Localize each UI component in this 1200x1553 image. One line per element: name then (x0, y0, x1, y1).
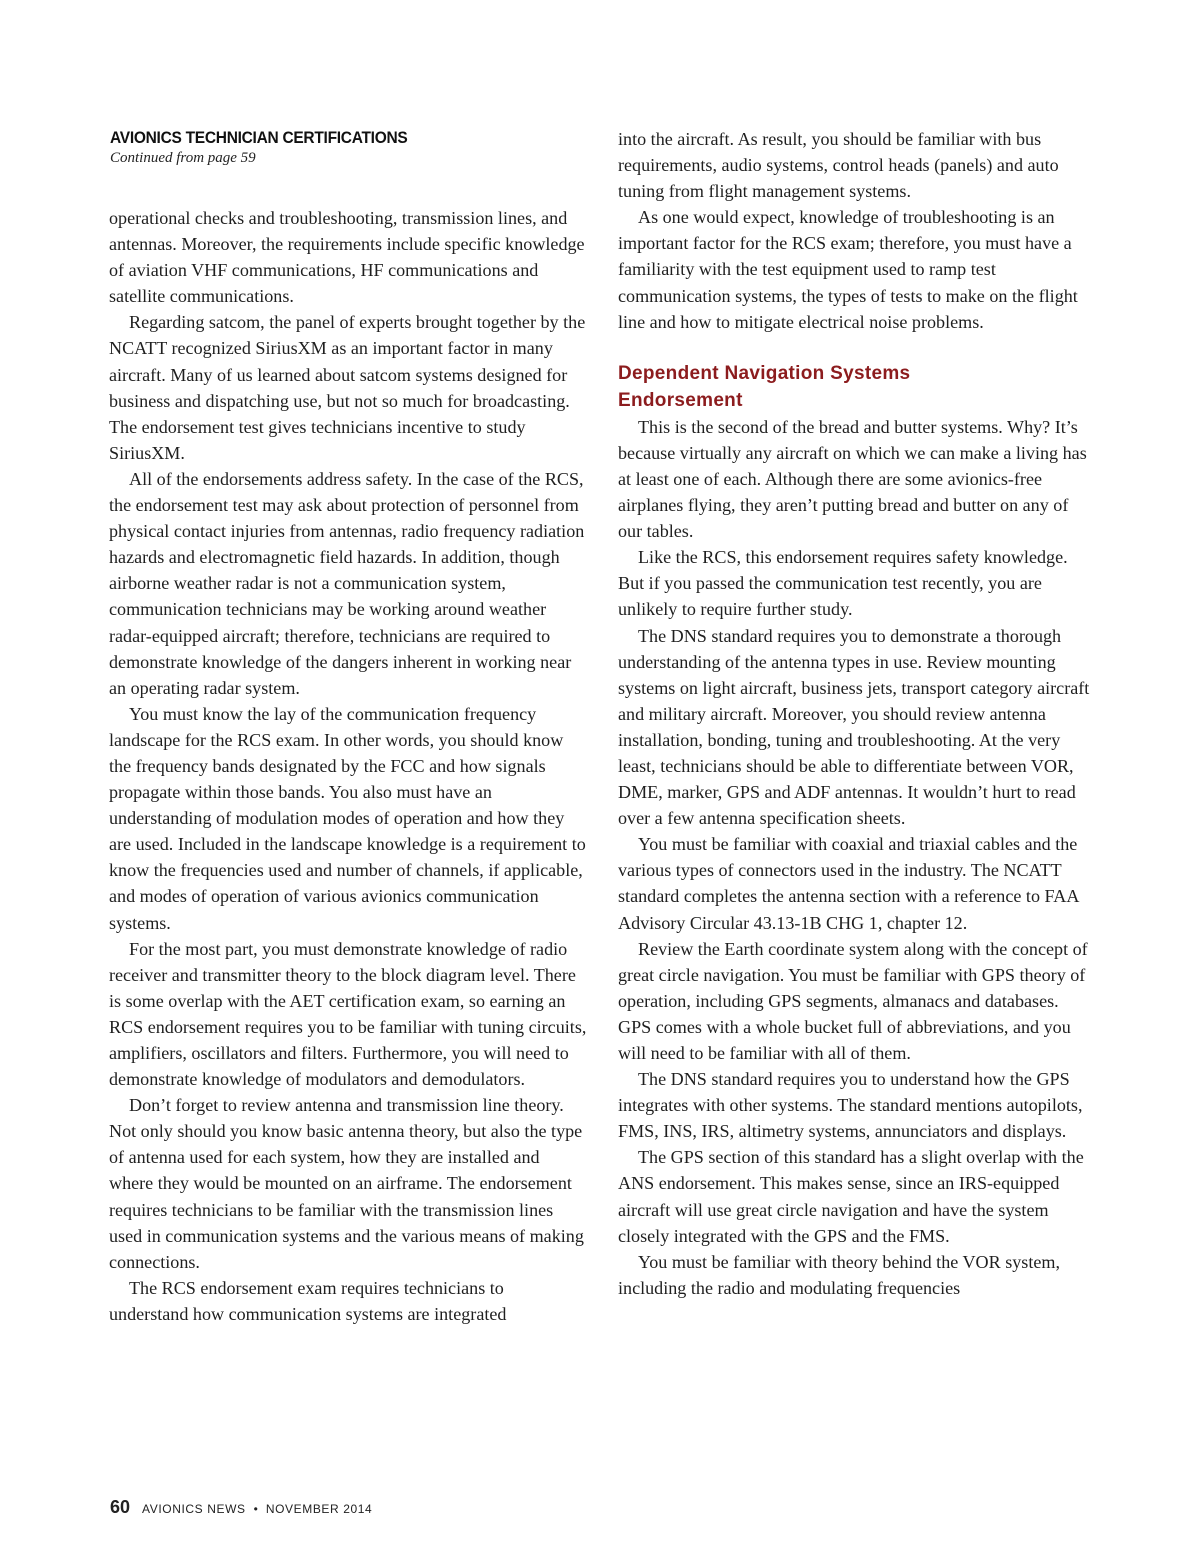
paragraph: For the most part, you must demonstrate knowledge of radio receiver and transmitter theory to the block diagram level. There is some overlap with the AET certification exam, so earning an RCS endorsement requires you to be familiar with tuning circuits, amplifiers, oscillators and filters. Furthermore, you will need to demonstrate knowledge of modulators and demodulators. (109, 938, 587, 1090)
paragraph: Like the RCS, this endorsement requires safety knowledge. But if you passed the communication test recently, you are unlikely to require further study. (618, 547, 1068, 620)
page-number: 60 (110, 1497, 131, 1517)
article-header (110, 129, 426, 167)
paragraph: Review the Earth coordinate system along with the concept of great circle navigation. You must be familiar with GPS theory of operation, including GPS segments, almanacs and databases. GPS comes with a whole bucket full of abbreviations, and you will need to be familiar with all of them. (618, 938, 1088, 1063)
issue-date: NOVEMBER 2014 (265, 1502, 373, 1516)
paragraph: You must be familiar with coaxial and triaxial cables and the various types of connectors used in the industry. The NCATT standard completes the antenna section with a reference to FAA Advisory Circular 43.13-1B CHG 1, chapter 12. (618, 834, 1079, 933)
paragraph: The RCS endorsement exam requires technicians to understand how communication systems are integrated (109, 1277, 507, 1324)
section-kicker: AVIONICS TECHNICIAN CERTIFICATIONS (110, 129, 408, 147)
paragraph: into the aircraft. As result, you should be familiar with bus requirements, audio systems, control heads (panels) and auto tuning from flight management systems. (618, 129, 1059, 202)
paragraph: operational checks and troubleshooting, transmission lines, and antennas. Moreover, the requirements include specific knowledge of aviation VHF communications, HF communications and satellite communications. (109, 208, 585, 307)
footer-separator: • (253, 1502, 258, 1516)
continued-note: Continued from page 59 (110, 150, 256, 166)
subheading-line-1: Dependent Navigation Systems (618, 362, 911, 384)
paragraph: Don’t forget to review antenna and transmission line theory. Not only should you know basic antenna theory, but also the type of antenna used for each system, how they are installed and where they would be mounted on an airframe. The endorsement requires technicians to be familiar with the transmission lines used in communication systems and the various means of making connections. (109, 1095, 584, 1272)
paragraph: The GPS section of this standard has a slight overlap with the ANS endorsement. This makes sense, since an IRS-equipped aircraft will use great circle navigation and have the system closely integrated with the GPS and the FMS. (618, 1147, 1084, 1246)
paragraph: The DNS standard requires you to understand how the GPS integrates with other systems. The standard mentions autopilots, FMS, INS, IRS, altimetry systems, annunciators and displays. (618, 1069, 1083, 1142)
paragraph: This is the second of the bread and butter systems. Why? It’s because virtually any aircraft on which we can make a living has at least one of each. Although there are some avionics-free airplanes flying, they aren’t putting bread and butter on any of our tables. (618, 416, 1087, 542)
paragraph: Regarding satcom, the panel of experts brought together by the NCATT recognized SiriusXM as an important factor in many aircraft. Many of us learned about satcom systems designed for business and dispatching use, but not so much for broadcasting. The endorsement test gives technicians incentive to study SiriusXM. (109, 312, 586, 463)
section-subheading (618, 360, 1096, 414)
left-column (109, 205, 587, 1327)
paragraph: You must be familiar with theory behind the VOR system, including the radio and modulating frequencies (618, 1251, 1060, 1298)
paragraph: All of the endorsements address safety. In the case of the RCS, the endorsement test may ask about protection of personnel from physical contact injuries from antennas, radio frequency radiation hazards and electromagnetic field hazards. In addition, though airborne weather radar is not a communication system, communication technicians may be working around weather radar-equipped aircraft; therefore, technicians are required to demonstrate knowledge of the dangers inherent in working near an operating radar system. (109, 468, 585, 698)
paragraph: As one would expect, knowledge of troubleshooting is an important factor for the RCS exam; therefore, you must have a familiarity with the test equipment used to ramp test communication systems, the types of tests to make on the flight line and how to mitigate electrical noise problems. (618, 207, 1078, 332)
right-column (618, 126, 1096, 1301)
paragraph: You must know the lay of the communication frequency landscape for the RCS exam. In other words, you should know the frequency bands designated by the FCC and how signals propagate within those bands. You also must have an understanding of modulation modes of operation and how they are used. Included in the landscape knowledge is a requirement to know the frequencies used and number of channels, if applicable, and modes of operation of various avionics communication systems. (109, 703, 586, 933)
publication-name: AVIONICS NEWS (142, 1502, 246, 1516)
paragraph: The DNS standard requires you to demonstrate a thorough understanding of the antenna types in use. Review mounting systems on light aircraft, business jets, transport category aircraft and military aircraft. Moreover, you should review antenna installation, bonding, tuning and troubleshooting. At the very least, technicians should be able to differentiate between VOR, DME, marker, GPS and ADF antennas. It wouldn’t hurt to read over a few antenna specification sheets. (618, 625, 1090, 829)
subheading-line-2: Endorsement (618, 389, 743, 411)
page-footer (110, 1497, 372, 1518)
